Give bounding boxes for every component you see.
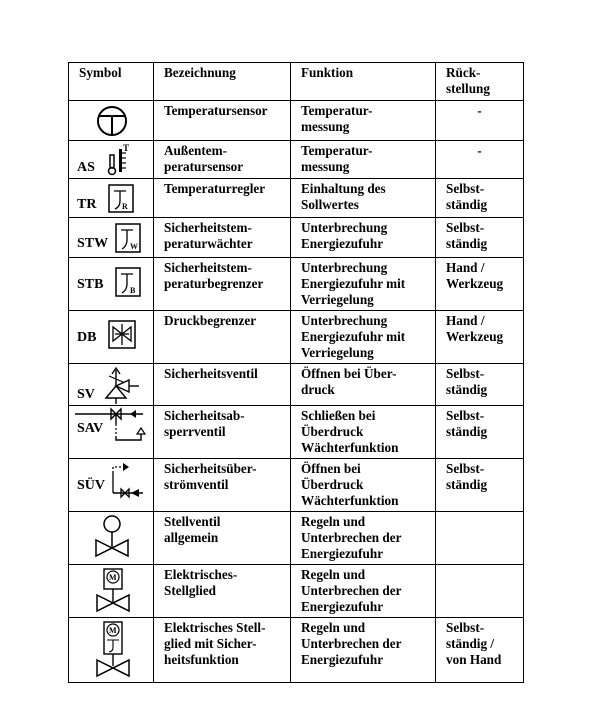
temperature-controller-icon [69, 179, 154, 218]
svg-text:TR: TR [77, 197, 97, 212]
svg-text:SAV: SAV [77, 421, 104, 436]
table-row [69, 258, 524, 311]
table-row [69, 179, 524, 218]
symbol-cell [69, 101, 154, 141]
bezeichnung-cell: Temperatursensor [154, 101, 291, 141]
symbol-cell [69, 618, 154, 683]
rueckstellung-cell: Selbst- ständig [436, 179, 524, 218]
symbol-cell [69, 565, 154, 618]
bezeichnung-cell: Außentem- peratursensor [154, 141, 291, 179]
bezeichnung-cell: Temperaturregler [154, 179, 291, 218]
rueckstellung-cell [436, 565, 524, 618]
svg-text:STW: STW [77, 236, 109, 251]
header-symbol: Symbol [69, 63, 154, 101]
table-row [69, 512, 524, 565]
bezeichnung-cell: Stellventil allgemein [154, 512, 291, 565]
symbol-cell [69, 459, 154, 512]
symbol-cell [69, 406, 154, 459]
pressure-limiter-icon [69, 311, 154, 360]
svg-text:STB: STB [77, 277, 104, 292]
funktion-cell: Unterbrechung Energiezufuhr [291, 218, 436, 258]
header-row [69, 63, 524, 101]
svg-text:T: T [123, 143, 130, 153]
symbol-abbr: AS [77, 160, 95, 175]
funktion-cell: Temperatur- messung [291, 101, 436, 141]
safety-shutoff-valve-icon [69, 406, 154, 455]
rueckstellung-cell: Selbst- ständig [436, 459, 524, 512]
table-row [69, 618, 524, 683]
header-rueckstellung: Rück- stellung [436, 63, 524, 101]
svg-text:SÜV: SÜV [77, 478, 106, 493]
svg-text:W: W [130, 242, 138, 251]
funktion-cell: Temperatur- messung [291, 141, 436, 179]
table-row [69, 459, 524, 512]
symbol-cell [69, 512, 154, 565]
funktion-cell: Öffnen bei Überdruck Wächterfunktion [291, 459, 436, 512]
bezeichnung-cell: Sicherheitsventil [154, 364, 291, 406]
funktion-cell: Unterbrechung Energiezufuhr mit Verriegelung [291, 258, 436, 311]
table-row [69, 101, 524, 141]
bezeichnung-cell: Druckbegrenzer [154, 311, 291, 364]
rueckstellung-cell: Selbst- ständig / von Hand [436, 618, 524, 683]
bezeichnung-cell: Sicherheitstem- peraturwächter [154, 218, 291, 258]
rueckstellung-cell: Hand / Werkzeug [436, 311, 524, 364]
svg-text:M: M [109, 626, 117, 635]
safety-temperature-limiter-icon [69, 258, 154, 308]
funktion-cell: Regeln und Unterbrechen der Energiezufuhr [291, 618, 436, 683]
rueckstellung-cell: Selbst- ständig [436, 406, 524, 459]
svg-text:DB: DB [77, 330, 97, 345]
funktion-cell: Einhaltung des Sollwertes [291, 179, 436, 218]
control-valve-icon [69, 512, 154, 562]
symbol-cell [69, 218, 154, 258]
outdoor-temperature-sensor-icon [69, 141, 154, 179]
symbol-table [68, 62, 524, 683]
temperature-sensor-icon [69, 101, 154, 141]
funktion-cell: Regeln und Unterbrechen der Energiezufuhr [291, 512, 436, 565]
symbol-cell [69, 258, 154, 311]
svg-text:M: M [109, 573, 117, 582]
rueckstellung-cell [436, 512, 524, 565]
symbol-cell [69, 364, 154, 406]
funktion-cell: Regeln und Unterbrechen der Energiezufuhr [291, 565, 436, 618]
table-row [69, 141, 524, 179]
svg-text:B: B [130, 286, 136, 295]
rueckstellung-cell: Selbst- ständig [436, 364, 524, 406]
table-row [69, 565, 524, 618]
funktion-cell: Schließen bei Überdruck Wächterfunktion [291, 406, 436, 459]
header-bezeichnung: Bezeichnung [154, 63, 291, 101]
bezeichnung-cell: Elektrisches- Stellglied [154, 565, 291, 618]
funktion-cell: Unterbrechung Energiezufuhr mit Verriegelung [291, 311, 436, 364]
rueckstellung-cell: Selbst- ständig [436, 218, 524, 258]
symbol-cell [69, 141, 154, 179]
table-row [69, 311, 524, 364]
rueckstellung-cell: - [436, 141, 524, 179]
bezeichnung-cell: Sicherheitsüber- strömventil [154, 459, 291, 512]
table-row [69, 218, 524, 258]
electric-actuator-icon [69, 565, 154, 614]
safety-overflow-valve-icon [69, 459, 154, 508]
table-row [69, 406, 524, 459]
svg-text:SV: SV [77, 387, 95, 402]
bezeichnung-cell: Elektrisches Stell- glied mit Sicher- heitsfunktion [154, 618, 291, 683]
symbol-cell [69, 179, 154, 218]
safety-temperature-monitor-icon [69, 218, 154, 258]
symbol-cell [69, 311, 154, 364]
rueckstellung-cell: - [436, 101, 524, 141]
rueckstellung-cell: Hand / Werkzeug [436, 258, 524, 311]
header-funktion: Funktion [291, 63, 436, 101]
funktion-cell: Öffnen bei Über- druck [291, 364, 436, 406]
electric-actuator-safety-icon [69, 618, 154, 683]
svg-text:R: R [122, 202, 128, 211]
bezeichnung-cell: Sicherheitstem- peraturbegrenzer [154, 258, 291, 311]
bezeichnung-cell: Sicherheitsab- sperrventil [154, 406, 291, 459]
safety-valve-icon [69, 364, 154, 406]
table-row [69, 364, 524, 406]
